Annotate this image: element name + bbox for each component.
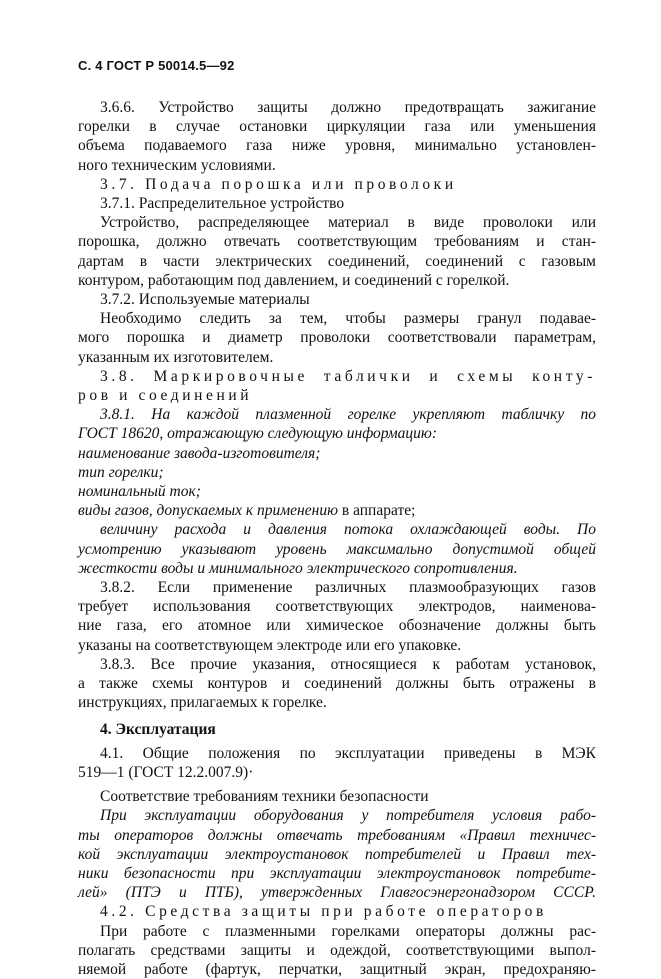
- text-line: кой эксплуатации электроустановок потребителей и Правил тех-: [78, 845, 596, 863]
- text-line: ГОСТ 18620, отражающую следующую информацию:: [78, 425, 437, 443]
- text-line: Соответствие требованиям техники безопасности: [100, 788, 429, 806]
- section-3-7-heading: [78, 175, 596, 194]
- paragraph-3-7-2: [78, 309, 596, 367]
- text-line: 3.7.2. Используемые материалы: [100, 291, 310, 309]
- section-3-8-heading: [78, 367, 596, 405]
- paragraph-4-2: [78, 922, 596, 979]
- text-line: полагать средствами защиты и одеждой, соответствующими выпол-: [78, 941, 596, 959]
- text-line: [78, 501, 596, 520]
- paragraph-safety: [78, 806, 596, 902]
- normal-text: в аппарате;: [338, 502, 416, 520]
- text-line: мого порошка и диаметр проволоки соответствовали параметрам,: [78, 329, 596, 347]
- section-4-2-heading: [78, 902, 596, 921]
- text-line: ного техническим условиями.: [78, 156, 276, 174]
- text-line: величину расхода и давления потока охлаждающей воды. По: [100, 521, 596, 539]
- text-line: инструкциях, прилагаемых к горелке.: [78, 694, 327, 712]
- paragraph-3-7-1: [78, 213, 596, 290]
- text-line: ты операторов должны отвечать требованиям «Правил техничес-: [78, 826, 596, 844]
- text-line: ние газа, его атомное или химическое обозначение должны быть: [78, 617, 596, 635]
- section-3-7-2-heading: [78, 290, 596, 309]
- text-line: тип горелки;: [78, 463, 164, 481]
- text-line: усмотрению указывают уровень максимально допустимой общей: [78, 540, 596, 558]
- text-line: ров и соединений: [78, 387, 253, 405]
- paragraph-4-1: [78, 744, 596, 782]
- text-line: 3.6.6. Устройство защиты должно предотвращать зажигание: [100, 99, 596, 116]
- text-line: няемой работе (фартук, перчатки, защитный экран, предохраняю-: [78, 960, 596, 978]
- text-line: 4.2. Средства защиты при работе операторов: [100, 903, 547, 921]
- text-line: объема подаваемого газа ниже уровня, минимально установлен-: [78, 137, 596, 155]
- spacer: [78, 713, 596, 720]
- text-line: 4. Эксплуатация: [100, 720, 216, 738]
- document-page: [78, 58, 596, 979]
- text-line: лей» (ПТЭ и ПТБ), утвержденных Главгосэнергонадзором СССР.: [78, 884, 596, 902]
- text-line: 3.7. Подача порошка или проволоки: [100, 175, 457, 193]
- text-line: 3.8. Маркировочные таблички и схемы конту-: [100, 367, 596, 385]
- text-line: 3.8.2. Если применение различных плазмообразующих газов: [100, 579, 596, 597]
- text-line: При работе с плазменными горелками операторы должны рас-: [100, 922, 596, 940]
- text-line: а также схемы контуров и соединений должны быть отражены в: [78, 675, 596, 693]
- text-line: 3.7.1. Распределительное устройство: [100, 195, 345, 213]
- text-line: контуром, работающим под давлением, и соединений с горелкой.: [78, 271, 510, 289]
- text-line: ники безопасности при эксплуатации электроустановок потребите-: [78, 864, 596, 882]
- text-line: указаны на соответствующем электроде или его упаковке.: [78, 636, 462, 654]
- text-line: указанным их изготовителем.: [78, 348, 274, 366]
- section-4-heading: [78, 720, 596, 739]
- text-line: требует использования соответствующих электродов, наименова-: [78, 598, 596, 616]
- section-3-7-1-heading: [78, 194, 596, 213]
- text-line: Необходимо следить за тем, чтобы размеры гранул подавае-: [100, 310, 596, 328]
- text-line: 3.8.1. На каждой плазменной горелке укрепляют табличку по: [100, 406, 596, 424]
- text-line: дартам в части электрических соединений, соединений с газовым: [78, 252, 596, 270]
- text-line: Устройство, распределяющее материал в виде проволоки или: [100, 214, 596, 232]
- text-line: 3.8.3. Все прочие указания, относящиеся к работам установок,: [100, 655, 596, 673]
- text-line: порошка, должно отвечать соответствующим требованиям и стан-: [78, 233, 596, 251]
- text-line: жесткости воды и минимального электрического сопротивления.: [78, 559, 518, 577]
- text-line: номинальный ток;: [78, 483, 201, 501]
- text-line: 4.1. Общие положения по эксплуатации приведены в МЭК: [100, 744, 596, 762]
- text-line: наименование завода-изготовителя;: [78, 444, 321, 462]
- safety-heading: [78, 787, 596, 806]
- paragraph-3-8-2: [78, 578, 596, 655]
- paragraph-3-8-1: [78, 405, 596, 578]
- text-line: горелки в случае остановки циркуляции газа или уменьшения: [78, 118, 596, 136]
- paragraph-3-8-3: [78, 655, 596, 713]
- text-line: При эксплуатации оборудования у потребителя условия рабо-: [100, 807, 596, 825]
- italic-text: виды газов, допускаемых к применению: [78, 502, 338, 520]
- text-line: 519—1 (ГОСТ 12.2.007.9)·: [78, 763, 254, 781]
- page-header: С. 4 ГОСТ Р 50014.5—92: [78, 58, 235, 73]
- paragraph-3-6-6: [78, 98, 596, 175]
